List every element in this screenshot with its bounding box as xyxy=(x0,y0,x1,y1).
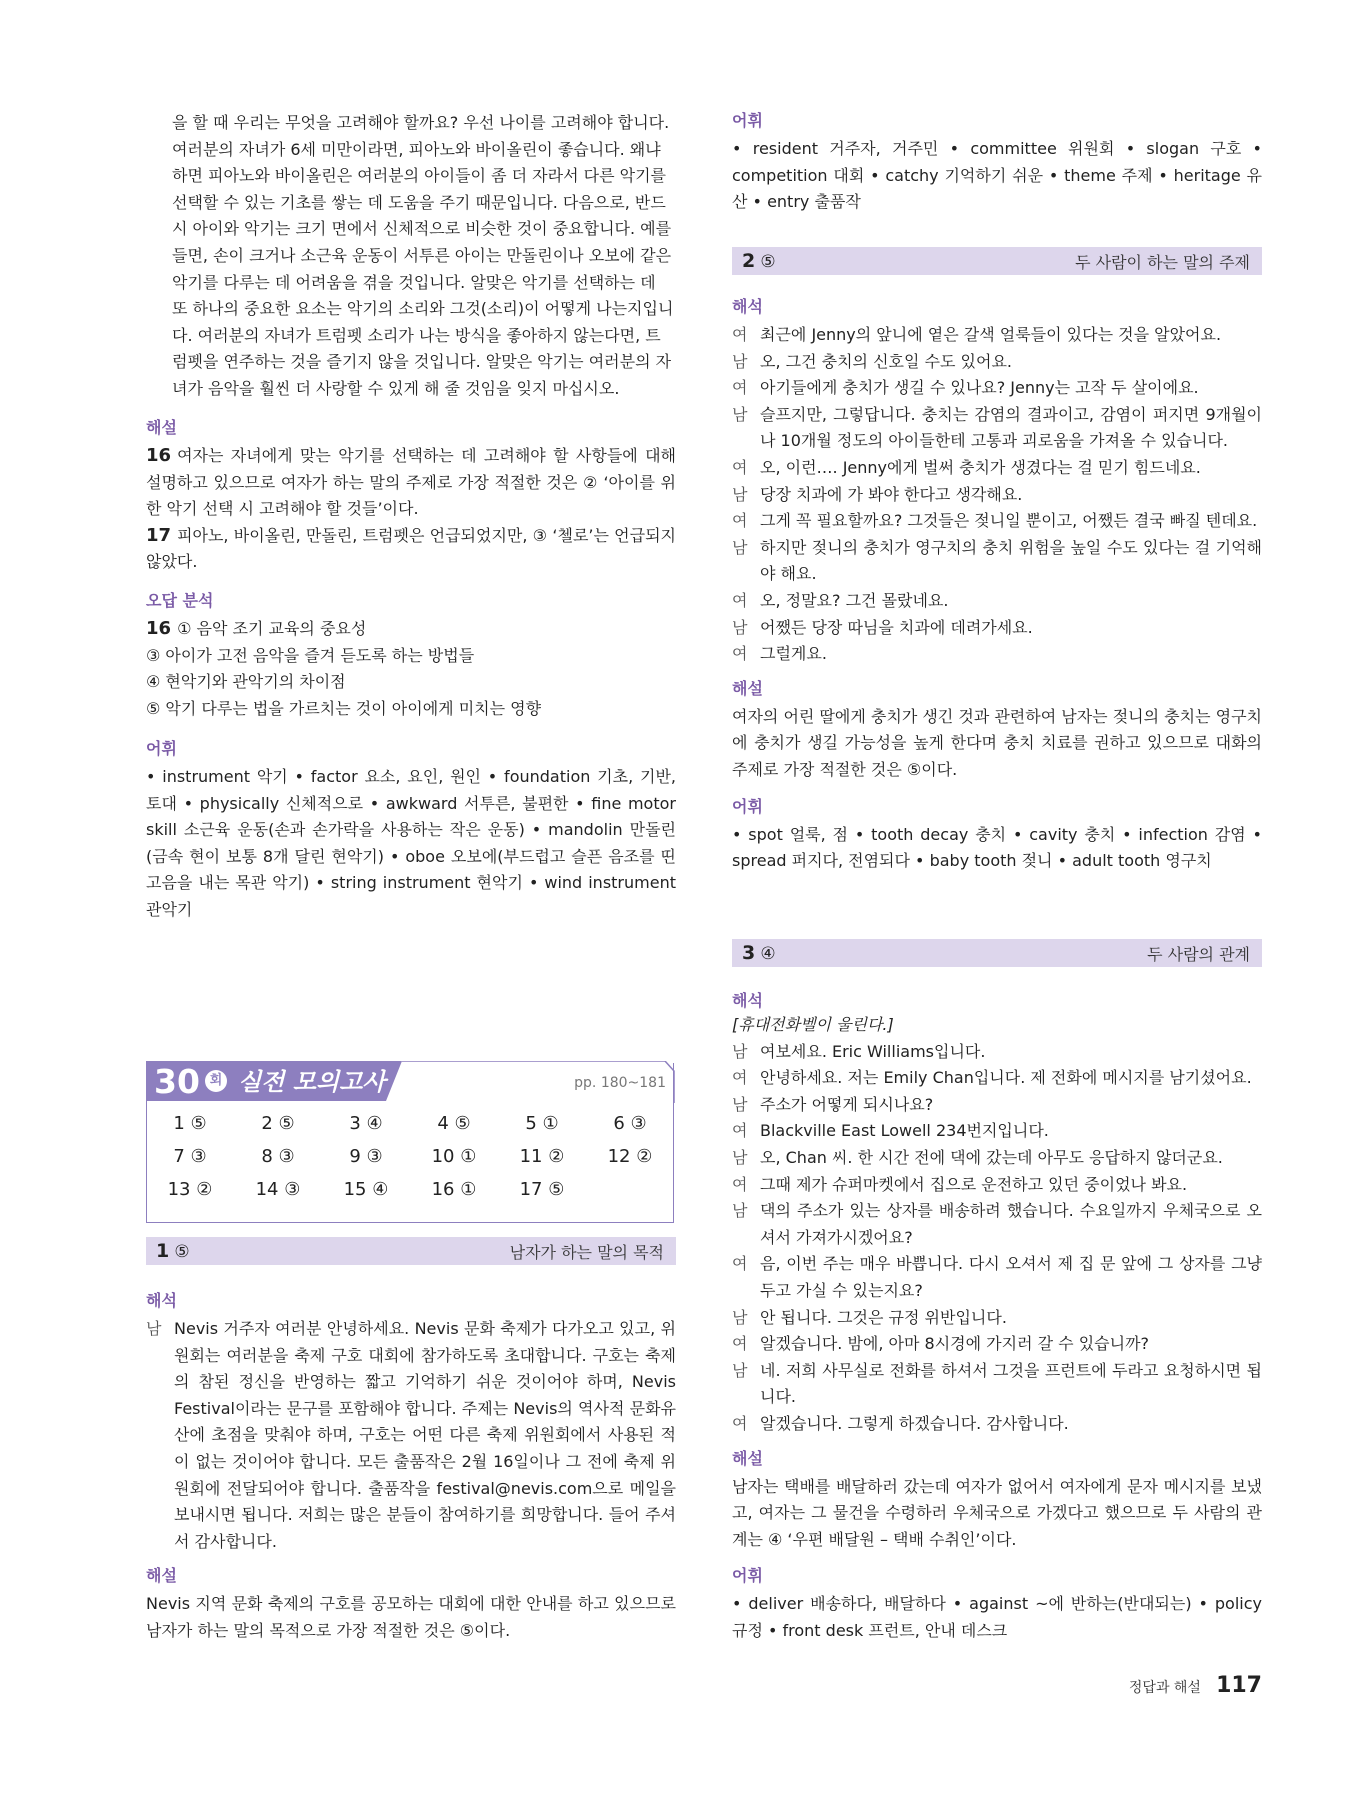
dialog-line xyxy=(732,402,1262,455)
wrong-answer-item: ④ 현악기와 관악기의 차이점 xyxy=(146,672,346,692)
dialog-line xyxy=(732,641,1262,668)
answer-grid xyxy=(146,1112,674,1201)
dialog-text: 그게 꼭 필요할까요? 그것들은 젖니일 뿐이고, 어쨌든 결국 빠질 텐데요. xyxy=(760,511,1258,531)
dialog-line xyxy=(732,375,1262,402)
answer-item: 14 ③ xyxy=(255,1179,301,1200)
speaker-label: 여 xyxy=(732,1174,748,1194)
dialog-line xyxy=(732,1092,1262,1119)
dialog-text: 어쨌든 당장 따님을 치과에 데려가세요. xyxy=(760,617,1033,637)
dialog-line xyxy=(732,615,1262,642)
vocab-section xyxy=(146,738,676,924)
explanation-text: 피아노, 바이올린, 만돌린, 트럼펫은 언급되었지만, ③ ‘첼로’는 언급되지 않았다. xyxy=(146,525,676,572)
dialog xyxy=(732,1039,1262,1438)
speaker-label: 여 xyxy=(732,1068,748,1088)
section-label: 해석 xyxy=(732,991,763,1010)
speaker-label: 남 xyxy=(732,1041,748,1061)
dialog-text: 아기들에게 충치가 생길 수 있나요? Jenny는 고작 두 살이에요. xyxy=(760,378,1199,398)
question-number: 17 xyxy=(146,524,172,546)
vocab-list: • resident 거주자, 거주민 • committee 위원회 • slogan 구호 • competition 대회 • catchy 기억하기 쉬운 • theme 주제 • heritage 유산 • entry 출품작 xyxy=(732,139,1262,212)
dialog-text: 오, 그건 충치의 신호일 수도 있어요. xyxy=(760,351,1012,371)
dialog-text: 오, 정말요? 그건 몰랐네요. xyxy=(760,590,949,610)
question-topic: 두 사람이 하는 말의 주제 xyxy=(1075,252,1250,272)
dialog-line xyxy=(732,1305,1262,1332)
question-1-bar xyxy=(146,1237,676,1265)
speaker-label: 여 xyxy=(732,1334,748,1354)
section-label: 해설 xyxy=(732,678,763,698)
dialog-text: 안 됩니다. 그것은 규정 위반입니다. xyxy=(760,1307,1007,1327)
page-number: 117 xyxy=(1216,1673,1262,1698)
dialog-text: 여보세요. Eric Williams입니다. xyxy=(760,1041,986,1061)
vocab-list: • deliver 배송하다, 배달하다 • against ~에 반하는(반대되는) • policy 규정 • front desk 프런트, 안내 데스크 xyxy=(732,1594,1262,1640)
answer-item: 11 ② xyxy=(519,1146,565,1167)
wrong-answer-item xyxy=(146,616,676,643)
speaker-label: 여 xyxy=(732,325,748,344)
dialog-line xyxy=(732,1118,1262,1145)
script-line: 다. 여러분의 자녀가 트럼펫 소리가 나는 방식을 좋아하지 않는다면, 트 xyxy=(172,325,661,345)
dialog-line xyxy=(732,1039,1262,1066)
speaker-label: 남 xyxy=(732,484,748,504)
question-2-body xyxy=(732,296,1262,875)
speaker-label: 여 xyxy=(732,1121,748,1141)
script-line xyxy=(146,1316,676,1555)
dialog-text: 안녕하세요. 저는 Emily Chan입니다. 제 전화에 메시지를 남기셨어요. xyxy=(760,1068,1252,1088)
dialog-text: 알겠습니다. 밤에, 아마 8시경에 가지러 갈 수 있습니까? xyxy=(760,1334,1150,1354)
script-line: 들면, 손이 크거나 소근육 운동이 서투른 아이는 만돌린이나 오보에 같은 xyxy=(172,245,672,265)
script-line: 또 하나의 중요한 요소는 악기의 소리와 그것(소리)이 어떻게 나는지입니 xyxy=(172,299,674,319)
dialog-text: Blackville East Lowell 234번지입니다. xyxy=(760,1121,1049,1141)
dialog-text: 그때 제가 슈퍼마켓에서 집으로 운전하고 있던 중이었나 봐요. xyxy=(760,1174,1188,1194)
speaker-label: 남 xyxy=(146,1319,162,1338)
question-number: 16 xyxy=(146,445,172,466)
question-2-bar xyxy=(732,247,1262,275)
dialog-text: 당장 치과에 가 봐야 한다고 생각해요. xyxy=(760,484,1023,504)
vocab-list: • spot 얼룩, 점 • tooth decay 충치 • cavity 충치 • infection 감염 • spread 퍼지다, 전염되다 • baby tooth 젖니 • adult tooth 영구치 xyxy=(732,824,1262,871)
question-answer: ⑤ xyxy=(760,252,776,272)
script-line: 녀가 음악을 훨씬 더 사랑할 수 있게 해 줄 것임을 잊지 마십시오. xyxy=(172,378,620,398)
script-line: 악기를 다루는 데 어려움을 겪을 것입니다. 알맞은 악기를 선택하는 데 xyxy=(172,272,656,292)
dialog-line xyxy=(732,1411,1262,1438)
dialog-text: 댁의 주소가 있는 상자를 배송하려 했습니다. 수요일까지 우체국으로 오셔서 가져가시겠어요? xyxy=(760,1201,1262,1247)
explanation-17 xyxy=(146,523,676,576)
answer-item: 6 ③ xyxy=(613,1113,647,1134)
section-label: 어휘 xyxy=(146,739,177,758)
question-answer: ④ xyxy=(760,944,776,964)
script-line: 하면 피아노와 바이올린은 여러분의 아이들이 좀 더 자라서 다른 악기를 xyxy=(172,166,666,186)
speaker-label: 남 xyxy=(732,1360,748,1380)
script-line: 럼펫을 연주하는 것을 즐기지 않을 것입니다. 알맞은 악기는 여러분의 자 xyxy=(172,352,672,372)
question-2-heading xyxy=(742,250,776,272)
section-label: 어휘 xyxy=(732,111,763,130)
speaker-label: 남 xyxy=(732,351,748,371)
explanation-text: 여자는 자녀에게 맞는 악기를 선택하는 데 고려해야 할 사항들에 대해 설명하고 있으므로 여자가 하는 말의 주제로 가장 적절한 것은 ② ‘아이를 위한 악기 선택 시 고려해야 할 것들’이다. xyxy=(146,446,676,519)
script-line: 선택할 수 있는 기초를 쌓는 데 도움을 주기 때문입니다. 다음으로, 반드 xyxy=(172,192,666,212)
speaker-label: 여 xyxy=(732,590,748,610)
script-text: Nevis 거주자 여러분 안녕하세요. Nevis 문화 축제가 다가오고 있고, 위원회는 여러분을 축제 구호 대회에 참가하도록 초대합니다. 구호는 축제의 참된 정신을 반영하는 짧고 기억하기 쉬운 것이어야 하며, Nevis Festival이라는 문구를 포함해야 합니다. 주제는 Nevis의 역사적 문화유산에 초점을 맞춰야 하며, 구호는 어떤 다른 축제 위원회에서 사용된 적이 없는 것이어야 합니다. 모든 출품작은 2월 16일이나 그 전에 축제 위원회에 전달되어야 합니다. 출품작을 festival@nevis.com으로 메일을 보내시면 됩니다. 저희는 많은 분들이 참여하기를 희망합니다. 들어 주셔서 감사합니다. xyxy=(174,1319,676,1551)
dialog-line xyxy=(732,349,1262,376)
test-title: 실전 모의고사 xyxy=(238,1068,386,1096)
explanation-text: 여자의 어린 딸에게 충치가 생긴 것과 관련하여 남자는 젖니의 충치는 영구치에 충치가 생길 가능성을 높게 한다며 충치 치료를 권하고 있으므로 대화의 주제로 가장 적절한 것은 ⑤이다. xyxy=(732,706,1262,779)
dialog-line xyxy=(732,535,1262,588)
speaker-label: 남 xyxy=(732,404,748,424)
wrong-answer-text: ① 음악 조기 교육의 중요성 xyxy=(177,619,367,638)
answer-item: 10 ① xyxy=(431,1146,477,1167)
section-label: 해설 xyxy=(146,1566,177,1586)
question-3-heading xyxy=(742,942,776,964)
dialog-line xyxy=(732,1198,1262,1251)
question-number: 1 xyxy=(156,1240,170,1262)
question-3-bar xyxy=(732,939,1262,967)
question-topic: 두 사람의 관계 xyxy=(1147,944,1250,964)
question-number: 2 xyxy=(742,250,756,272)
dialog-line xyxy=(732,1358,1262,1411)
section-label: 어휘 xyxy=(732,796,763,816)
speaker-label: 여 xyxy=(732,1254,748,1274)
haeseol-section xyxy=(146,417,676,576)
dialog-line xyxy=(732,1145,1262,1172)
round-label: 회 xyxy=(209,1073,223,1088)
speaker-label: 남 xyxy=(732,1094,748,1114)
dialog-text: 알겠습니다. 그렇게 하겠습니다. 감사합니다. xyxy=(760,1413,1069,1433)
question-3-body xyxy=(732,990,1262,1644)
explanation-text: Nevis 지역 문화 축제의 구호를 공모하는 대회에 대한 안내를 하고 있으므로 남자가 하는 말의 목적으로 가장 적절한 것은 ⑤이다. xyxy=(146,1594,676,1640)
dialog-line xyxy=(732,1331,1262,1358)
test-number: 30 xyxy=(154,1062,200,1101)
dialog-text: 음, 이번 주는 매우 바쁩니다. 다시 오셔서 제 집 문 앞에 그 상자를 그냥 두고 가실 수 있는지요? xyxy=(760,1254,1262,1300)
footer-section: 정답과 해설 xyxy=(1128,1680,1201,1696)
speaker-label: 남 xyxy=(732,1147,748,1167)
vocab-q1-section xyxy=(732,110,1262,216)
question-number: 3 xyxy=(742,942,756,964)
answer-item: 1 ⑤ xyxy=(173,1113,207,1134)
question-topic: 남자가 하는 말의 목적 xyxy=(509,1242,664,1262)
speaker-label: 여 xyxy=(732,1413,748,1433)
answer-item: 4 ⑤ xyxy=(437,1113,471,1134)
dialog-line xyxy=(732,508,1262,535)
speaker-label: 남 xyxy=(732,1201,748,1221)
script-line: 을 할 때 우리는 무엇을 고려해야 할까요? 우선 나이를 고려해야 합니다. xyxy=(172,113,670,132)
wrong-answer-item: ⑤ 악기 다루는 법을 가르치는 것이 아이에게 미치는 영향 xyxy=(146,698,542,718)
page-range: pp. 180~181 xyxy=(574,1075,666,1091)
speaker-label: 여 xyxy=(732,511,748,531)
answer-item: 3 ④ xyxy=(349,1113,383,1134)
page-footer xyxy=(1000,1673,1262,1698)
dialog-line xyxy=(732,1172,1262,1199)
answer-item: 17 ⑤ xyxy=(519,1179,565,1200)
section-label: 해석 xyxy=(146,1291,177,1310)
dialog-text: 오, 이런…. Jenny에게 벌써 충치가 생겼다는 걸 믿기 힘드네요. xyxy=(760,457,1201,477)
answer-item: 16 ① xyxy=(431,1179,477,1200)
speaker-label: 여 xyxy=(732,378,748,398)
section-label: 해설 xyxy=(146,418,177,437)
dialog-line xyxy=(732,1065,1262,1092)
stage-direction: [휴대전화벨이 울린다.] xyxy=(732,1015,894,1034)
answer-item: 15 ④ xyxy=(343,1179,389,1200)
answer-item: 2 ⑤ xyxy=(261,1113,295,1134)
answer-item: 5 ① xyxy=(525,1113,559,1134)
answer-item: 8 ③ xyxy=(261,1146,295,1167)
question-answer: ⑤ xyxy=(174,1242,190,1262)
dialog-line xyxy=(732,1251,1262,1304)
dialog-text: 최근에 Jenny의 앞니에 옅은 갈색 얼룩들이 있다는 것을 알았어요. xyxy=(760,325,1222,344)
dialog-line xyxy=(732,482,1262,509)
odap-section xyxy=(146,590,676,722)
speaker-label: 남 xyxy=(732,537,748,557)
answer-item: 9 ③ xyxy=(349,1146,383,1167)
section-label: 어휘 xyxy=(732,1566,763,1586)
dialog-line xyxy=(732,455,1262,482)
dialog-text: 주소가 어떻게 되시나요? xyxy=(760,1094,934,1114)
dialog xyxy=(732,322,1262,668)
vocab-list: • instrument 악기 • factor 요소, 요인, 원인 • foundation 기초, 기반, 토대 • physically 신체적으로 • awkward 서투른, 불편한 • fine motor skill 소근육 운동(손과 손가락을 사용하는 작은 운동) • mandolin 만돌린(금속 현이 보통 8개 달린 현악기) • oboe 오보에(부드럽고 슬픈 음조를 띤 고음을 내는 목관 악기) • string instrument 현악기 • wind instrument 관악기 xyxy=(146,767,676,919)
section-label: 해석 xyxy=(732,297,763,316)
dialog-text: 오, Chan 씨. 한 시간 전에 댁에 갔는데 아무도 응답하지 않더군요. xyxy=(760,1147,1223,1167)
section-label: 오답 분석 xyxy=(146,591,214,610)
speaker-label: 남 xyxy=(732,1307,748,1327)
question-1-body xyxy=(146,1290,676,1645)
dialog-text: 네. 저희 사무실로 전화를 하셔서 그것을 프런트에 두라고 요청하시면 됩니다. xyxy=(760,1360,1262,1407)
answer-item: 13 ② xyxy=(167,1179,213,1200)
dialog-line xyxy=(732,322,1262,349)
explanation-16 xyxy=(146,443,676,523)
script-line: 시 아이와 악기는 크기 면에서 신체적으로 비슷한 것이 중요합니다. 예를 xyxy=(172,219,672,239)
answer-item: 7 ③ xyxy=(173,1146,207,1167)
section-label: 해설 xyxy=(732,1448,763,1468)
dialog-text: 그럴게요. xyxy=(760,644,827,664)
answer-item: 12 ② xyxy=(607,1146,653,1167)
wrong-answer-item: ③ 아이가 고전 음악을 즐겨 듣도록 하는 방법들 xyxy=(146,645,475,665)
prev-script-continuation xyxy=(146,110,676,403)
dialog-text: 하지만 젖니의 충치가 영구치의 충치 위험을 높일 수도 있다는 걸 기억해야 해요. xyxy=(760,537,1262,584)
speaker-label: 여 xyxy=(732,457,748,477)
question-number: 16 xyxy=(146,618,172,639)
dialog-text: 슬프지만, 그렇답니다. 충치는 감염의 결과이고, 감염이 퍼지면 9개월이나 10개월 정도의 아이들한테 고통과 괴로움을 가져올 수 있습니다. xyxy=(760,404,1262,451)
explanation-text: 남자는 택배를 배달하러 갔는데 여자가 없어서 여자에게 문자 메시지를 보냈고, 여자는 그 물건을 수령하러 우체국으로 가겠다고 했으므로 두 사람의 관계는 ④ ‘우편 배달원 – 택배 수취인’이다. xyxy=(732,1476,1262,1549)
speaker-label: 남 xyxy=(732,617,748,637)
question-1-heading xyxy=(156,1240,190,1262)
script-line: 여러분의 자녀가 6세 미만이라면, 피아노와 바이올린이 좋습니다. 왜냐 xyxy=(172,139,661,159)
speaker-label: 여 xyxy=(732,644,748,664)
dialog-line xyxy=(732,588,1262,615)
